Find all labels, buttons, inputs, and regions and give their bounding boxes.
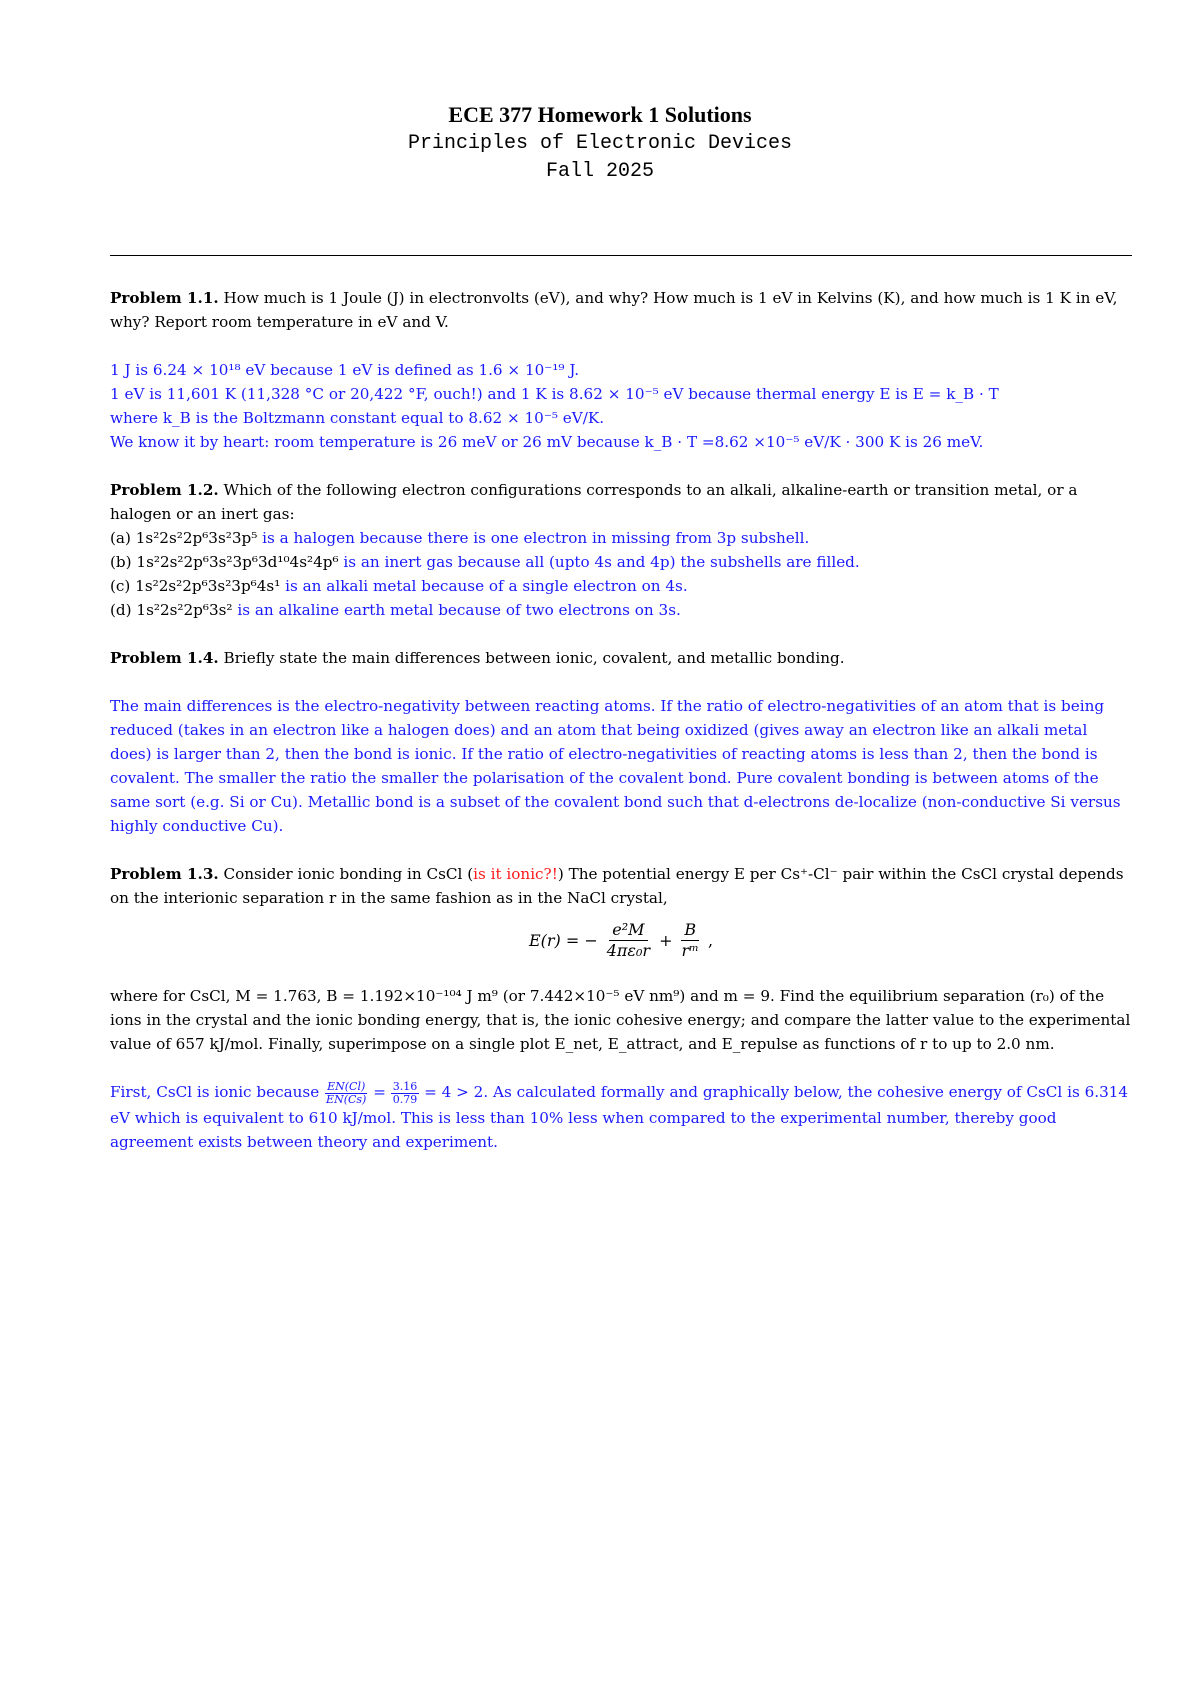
problem-1-3-question <box>110 862 1132 910</box>
document-body <box>110 286 1132 1154</box>
eq-attract-denominator: 4πε₀r <box>606 941 651 960</box>
problem-1-2-question <box>110 478 1132 526</box>
eq-repulse-numerator: B <box>681 920 699 941</box>
problem-1-3-label: Problem 1.3. <box>110 865 219 883</box>
document-header <box>0 100 1200 186</box>
answer-start: First, CsCl is ionic because <box>110 1083 320 1101</box>
electronegativity-ratio <box>324 1081 368 1106</box>
problem-1-3-highlight: is it ionic?! <box>473 865 558 883</box>
en-cl: EN(Cl) <box>327 1079 366 1093</box>
problem-1-2-option-b <box>110 550 1132 574</box>
answer-equals: = <box>373 1083 386 1101</box>
problem-1-4-text: Briefly state the main differences between ionic, covalent, and metallic bonding. <box>223 649 845 667</box>
option-d-config: (d) 1s²2s²2p⁶3s² <box>110 601 233 619</box>
eq-end: , <box>707 930 714 950</box>
en-cl-value: 3.16 <box>392 1079 418 1093</box>
problem-1-2-label: Problem 1.2. <box>110 481 219 499</box>
electronegativity-values <box>391 1081 420 1106</box>
problem-1-4-label: Problem 1.4. <box>110 649 219 667</box>
document-title: ECE 377 Homework 1 Solutions <box>448 102 752 127</box>
answer-rest: = 4 > 2. As calculated formally and graphically below, the cohesive energy of CsCl is 6.314 eV which is equivalent to 610 kJ/mol. This is less than 10% less when compared to the experimental number, thereby good agreement exists between theory and experiment. <box>110 1083 1129 1151</box>
course-name: Principles of Electronic Devices <box>407 132 793 155</box>
problem-1-4-question <box>110 646 1132 670</box>
problem-1-3-text-start: Consider ionic bonding in CsCl ( <box>223 865 474 883</box>
problem-1-1-answer-line-1: 1 J is 6.24 × 10¹⁸ eV because 1 eV is defined as 1.6 × 10⁻¹⁹ J. <box>110 361 580 379</box>
problem-1-3-parameters: where for CsCl, M = 1.763, B = 1.192×10⁻¹⁰⁴ J m⁹ (or 7.442×10⁻⁵ eV nm⁹) and m = 9. Find the equilibrium separation (r₀) of the ions in the crystal and the ionic bonding energy, that is, the ionic cohesive energy; and compare the latter value to the experimental value of 657 kJ/mol. Finally, superimpose on a single plot E_net, E_attract, and E_repulse as functions of r to up to 2.0 nm. <box>110 987 1131 1053</box>
problem-1-1-text: How much is 1 Joule (J) in electronvolts (eV), and why? How much is 1 eV in Kelvins (K), and how much is 1 K in eV, why? Report room temperature in eV and V. <box>110 289 1118 331</box>
eq-attract-numerator: e²M <box>609 920 647 941</box>
header-divider <box>110 255 1132 256</box>
option-b-answer: is an inert gas because all (upto 4s and 4p) the subshells are filled. <box>343 553 860 571</box>
eq-attract-fraction <box>604 920 653 961</box>
problem-1-2-option-d <box>110 598 1132 622</box>
problem-1-1-answer-line-4: We know it by heart: room temperature is 26 meV or 26 mV because k_B · T =8.62 ×10⁻⁵ eV/K · 300 K is 26 meV. <box>110 433 984 451</box>
eq-plus: + <box>659 930 673 950</box>
problem-1-1-label: Problem 1.1. <box>110 289 219 307</box>
option-a-answer: is a halogen because there is one electron in missing from 3p subshell. <box>262 529 810 547</box>
problem-1-4-answer: The main differences is the electro-negativity between reacting atoms. If the ratio of electro-negativities of an atom that is being reduced (takes in an electron like a halogen does) and an atom that being oxidized (gives away an electron like an alkali metal does) is larger than 2, then the bond is ionic. If the ratio of electro-negativities of reacting atoms is less than 2, then the bond is covalent. The smaller the ratio the smaller the polarisation of the covalent bond. Pure covalent bonding is between atoms of the same sort (e.g. Si or Cu). Metallic bond is a subset of the covalent bond such that d-electrons de-localize (non-conductive Si versus highly conductive Cu). <box>110 697 1121 835</box>
problem-1-2-option-c <box>110 574 1132 598</box>
eq-repulse-denominator: rᵐ <box>681 941 699 960</box>
en-cs-value: 0.79 <box>392 1092 418 1106</box>
en-cs: EN(Cs) <box>326 1092 367 1106</box>
problem-1-1-answer-line-3: where k_B is the Boltzmann constant equal to 8.62 × 10⁻⁵ eV/K. <box>110 409 605 427</box>
eq-repulse-fraction <box>678 920 701 961</box>
problem-1-2-text: Which of the following electron configurations corresponds to an alkali, alkaline-earth or transition metal, or a halogen or an inert gas: <box>110 481 1078 523</box>
option-b-config: (b) 1s²2s²2p⁶3s²3p⁶3d¹⁰4s²4p⁶ <box>110 553 339 571</box>
potential-energy-equation <box>110 920 1132 974</box>
option-a-config: (a) 1s²2s²2p⁶3s²3p⁵ <box>110 529 258 547</box>
problem-1-1-answer-line-2: 1 eV is 11,601 K (11,328 °C or 20,422 °F, ouch!) and 1 K is 8.62 × 10⁻⁵ eV because thermal energy E is E = k_B · T <box>110 385 999 403</box>
problem-1-3-text-mid: ) The potential energy E per Cs⁺-Cl⁻ pair within the CsCl crystal depends on the interionic separation r in the same fashion as in the NaCl crystal, <box>110 865 1124 907</box>
problem-1-3-answer <box>110 1080 1132 1154</box>
eq-lhs: E(r) = − <box>528 930 598 950</box>
option-c-answer: is an alkali metal because of a single electron on 4s. <box>285 577 688 595</box>
term: Fall 2025 <box>545 160 655 183</box>
option-c-config: (c) 1s²2s²2p⁶3s²3p⁶4s¹ <box>110 577 281 595</box>
problem-1-2-option-a <box>110 526 1132 550</box>
problem-1-1-question <box>110 286 1132 334</box>
option-d-answer: is an alkaline earth metal because of two electrons on 3s. <box>237 601 681 619</box>
